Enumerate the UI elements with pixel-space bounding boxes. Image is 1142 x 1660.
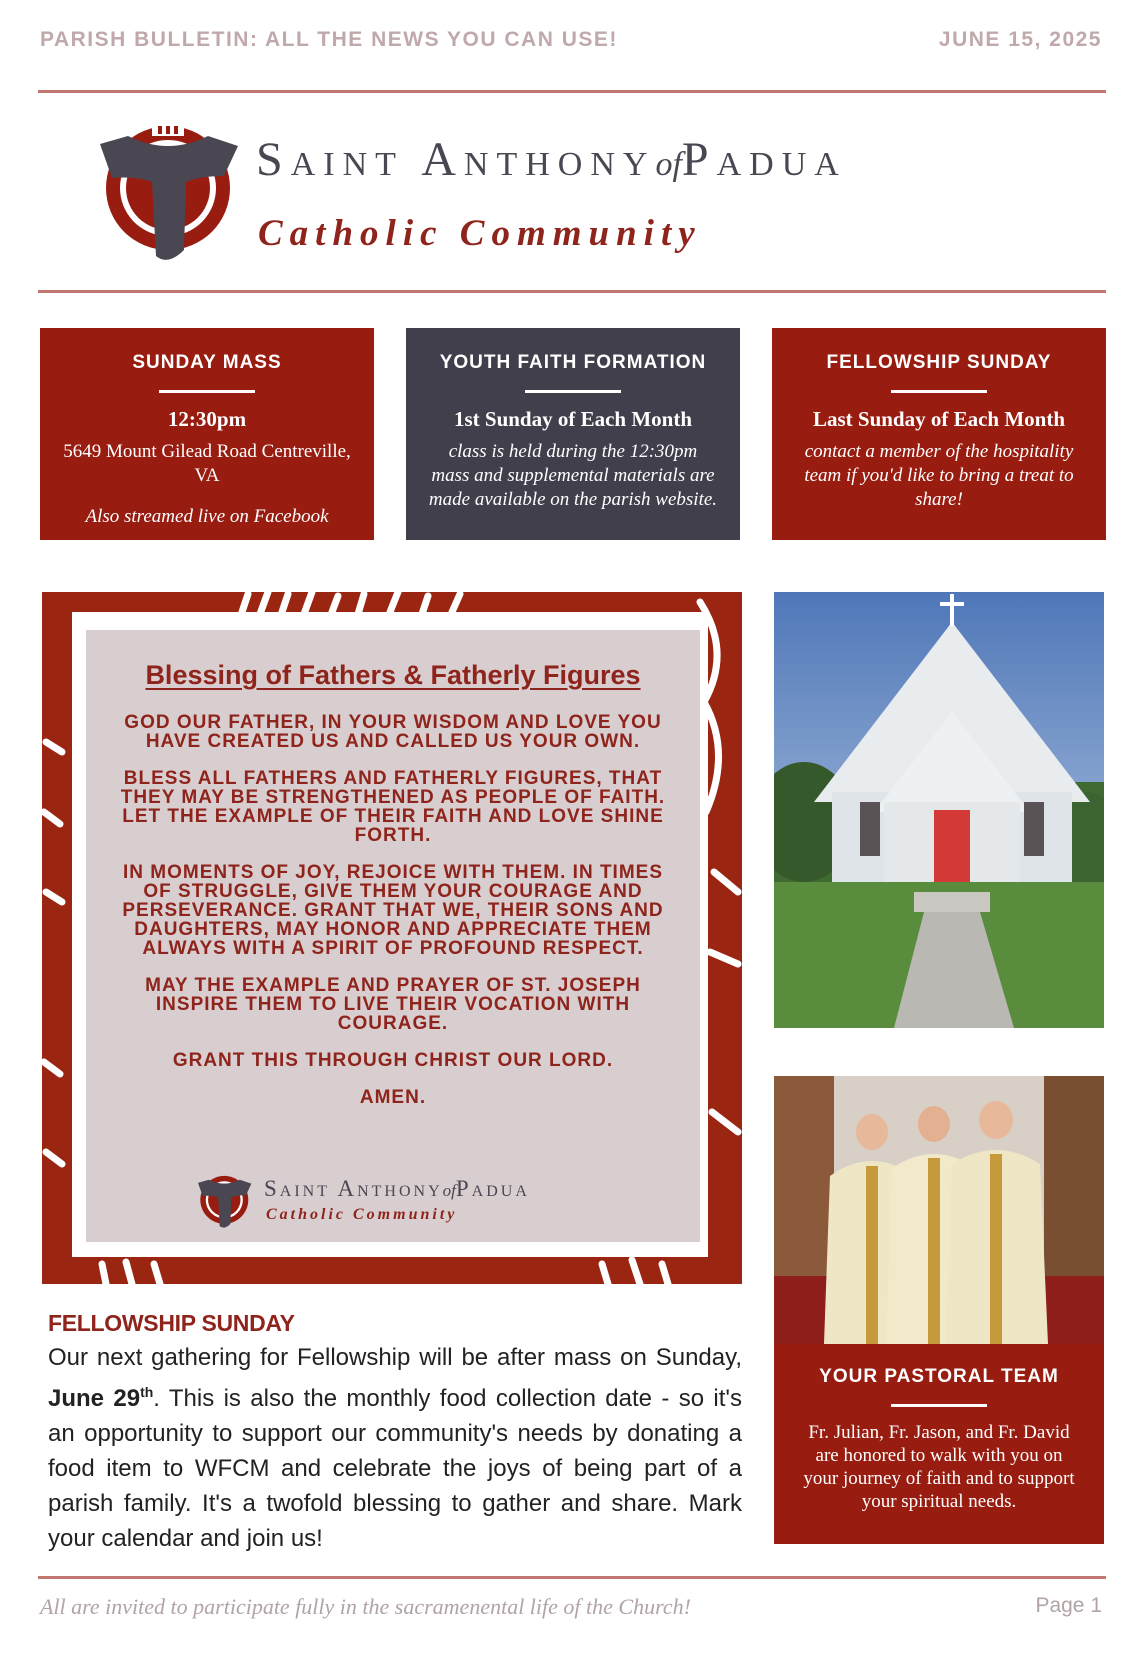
page-number: Page 1 — [1035, 1594, 1102, 1617]
prayer-paragraph: MAY THE EXAMPLE AND PRAYER OF ST. JOSEPH INSPIRE THEM TO LIVE THEIR VOCATION WITH COURAGE. — [145, 975, 641, 1034]
fellowship-date-suffix: th — [140, 1384, 154, 1400]
prayer-paragraph: GRANT THIS THROUGH CHRIST OUR LORD. — [172, 1050, 614, 1071]
prayer-paragraph: GOD OUR FATHER, IN YOUR WISDOM AND LOVE YOU HAVE CREATED US AND CALLED US YOUR OWN. — [124, 712, 662, 752]
box-subtitle: Last Sunday of Each Month — [812, 407, 1066, 431]
church-photo — [774, 592, 1104, 1028]
box-note: Also streamed live on Facebook — [85, 506, 329, 527]
footer-motto: All are invited to participate fully in the sacramenental life of the Church! — [40, 1594, 691, 1619]
fellowship-heading: FELLOWSHIP SUNDAY — [48, 1310, 295, 1336]
box-divider — [159, 390, 255, 393]
mini-name-part1: Saint Anthony — [264, 1176, 443, 1201]
fellowship-text-2: . This is also the monthly food collection date - so it's an opportunity to support our community's needs by donating a food item to WFCM and celebrate the joys of being part of a parish family. It's a twofold blessing to gather and share. Mark your calendar and join us! — [48, 1385, 742, 1552]
prayer-card — [86, 630, 700, 1242]
logo-divider — [38, 290, 1106, 293]
sunday-mass-box — [40, 328, 374, 540]
box-subtitle: 1st Sunday of Each Month — [453, 407, 693, 431]
prayer-logo — [198, 1170, 598, 1234]
team-title: YOUR PASTORAL TEAM — [819, 1366, 1059, 1387]
parish-name-part1: Saint Anthony — [256, 133, 656, 186]
box-divider — [891, 1404, 987, 1407]
mini-name-of: of — [442, 1181, 456, 1200]
footer-divider — [38, 1576, 1106, 1579]
youth-faith-formation-box — [406, 328, 740, 540]
pastoral-team-photo — [774, 1076, 1104, 1344]
fellowship-sunday-box — [772, 328, 1106, 540]
parish-subtitle: Catholic Community — [258, 213, 702, 254]
box-divider — [525, 390, 621, 393]
team-body: Fr. Julian, Fr. Jason, and Fr. David are honored to walk with you on your journey of faith and to support your spiritual needs. — [803, 1422, 1075, 1512]
box-title: SUNDAY MASS — [132, 352, 282, 373]
box-body: class is held during the 12:30pm mass and supplemental materials are made available on the parish website. — [428, 441, 718, 510]
header-divider — [38, 90, 1106, 93]
pastoral-team-box — [774, 1344, 1104, 1544]
prayer-title: Blessing of Fathers & Fatherly Figures — [145, 660, 641, 690]
prayer-paragraph: IN MOMENTS OF JOY, REJOICE WITH THEM. IN TIMES OF STRUGGLE, GIVE THEM YOUR COURAGE AND PERSEVERANCE. GRANT THAT WE, THEIR SONS AND DAUGHTERS, MAY HONOR AND APPRECIATE THEM ALWAYS WITH A SPIRIT OF PROFOUND RESPECT. — [122, 862, 664, 959]
mini-parish-name — [264, 1176, 530, 1202]
prayer-paragraph: BLESS ALL FATHERS AND FATHERLY FIGURES, THAT THEY MAY BE STRENGTHENED AS PEOPLE OF FAITH. LET THE EXAMPLE OF THEIR FAITH AND LOVE SHINE FORTH. — [120, 768, 666, 846]
box-divider — [891, 390, 987, 393]
bulletin-date: JUNE 15, 2025 — [938, 28, 1102, 51]
priests-image — [774, 1076, 1104, 1344]
bulletin-tagline: PARISH BULLETIN: ALL THE NEWS YOU CAN USE! — [40, 28, 618, 51]
parish-emblem-icon — [100, 116, 250, 266]
church-image — [774, 592, 1104, 1028]
box-subtitle: 12:30pm — [167, 407, 247, 431]
box-body: contact a member of the hospitality team if you'd like to bring a treat to share! — [804, 441, 1074, 510]
fellowship-text-1: Our next gathering for Fellowship will be after mass on Sunday, — [48, 1344, 742, 1371]
parish-name-part2: Padua — [681, 133, 847, 186]
prayer-paragraph: AMEN. — [359, 1087, 427, 1108]
box-body: 5649 Mount Gilead Road Centreville, VA — [63, 441, 351, 486]
parish-emblem-icon — [198, 1170, 256, 1232]
mini-parish-subtitle: Catholic Community — [266, 1206, 458, 1223]
fellowship-date: June 29 — [48, 1385, 141, 1412]
box-title: YOUTH FAITH FORMATION — [439, 352, 707, 373]
mini-name-part2: Padua — [455, 1176, 530, 1201]
box-title: FELLOWSHIP SUNDAY — [826, 352, 1052, 373]
parish-name-of: of — [655, 146, 682, 183]
fellowship-article — [48, 1340, 742, 1556]
parish-name — [256, 132, 847, 187]
